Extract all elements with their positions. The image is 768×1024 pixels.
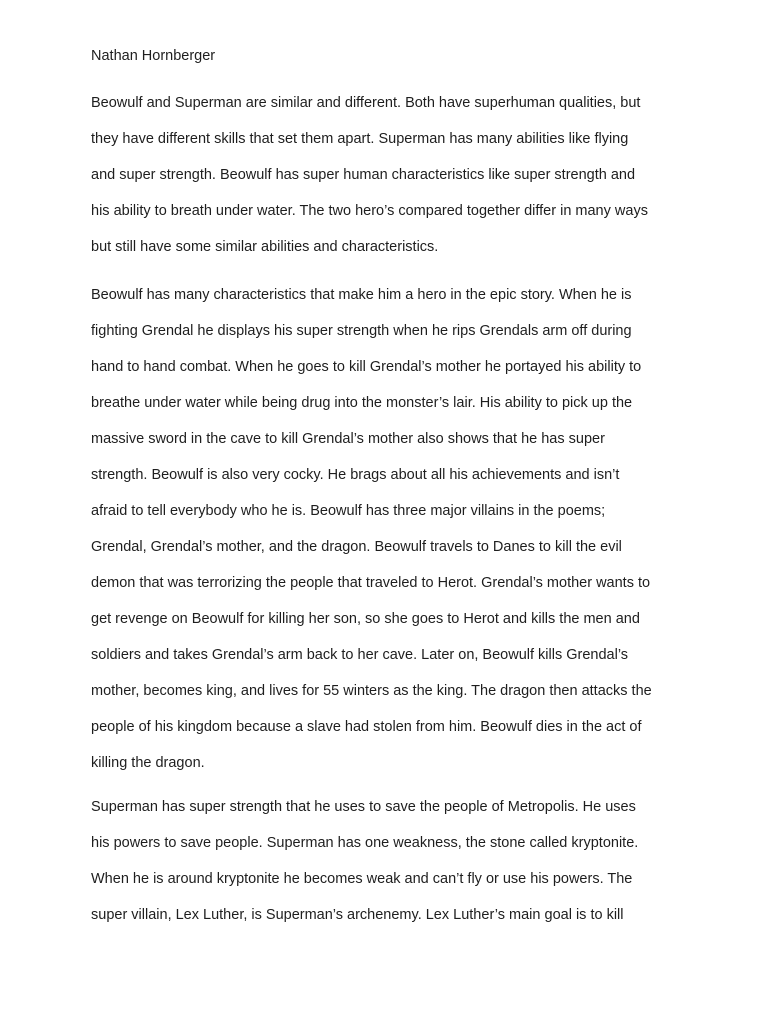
text-line: When he is around kryptonite he becomes weak and can’t fly or use his powers. The	[91, 871, 633, 887]
text-line: Superman has super strength that he uses to save the people of Metropolis. He uses	[91, 799, 636, 815]
text-line: fighting Grendal he displays his super strength when he rips Grendals arm off during	[91, 323, 632, 339]
text-line: massive sword in the cave to kill Grendal’s mother also shows that he has super	[91, 431, 605, 447]
text-line: breathe under water while being drug into the monster’s lair. His ability to pick up the	[91, 395, 633, 411]
text-line: and super strength. Beowulf has super human characteristics like super strength and	[91, 167, 636, 183]
author-name: Nathan Hornberger	[91, 48, 216, 64]
text-line: Beowulf and Superman are similar and different. Both have superhuman qualities, but	[91, 95, 641, 111]
text-line: mother, becomes king, and lives for 55 winters as the king. The dragon then attacks the	[91, 683, 652, 699]
text-line: afraid to tell everybody who he is. Beowulf has three major villains in the poems;	[91, 503, 606, 519]
text-line: Beowulf has many characteristics that make him a hero in the epic story. When he is	[91, 287, 632, 303]
text-line: they have different skills that set them apart. Superman has many abilities like flying	[91, 131, 629, 147]
text-line: hand to hand combat. When he goes to kill Grendal’s mother he portayed his ability to	[91, 359, 642, 375]
text-line: but still have some similar abilities and characteristics.	[91, 239, 439, 255]
text-line: killing the dragon.	[91, 755, 205, 771]
text-line: get revenge on Beowulf for killing her son, so she goes to Herot and kills the men and	[91, 611, 640, 627]
text-line: super villain, Lex Luther, is Superman’s archenemy. Lex Luther’s main goal is to kill	[91, 907, 624, 923]
text-line: Grendal, Grendal’s mother, and the dragon. Beowulf travels to Danes to kill the evil	[91, 539, 622, 555]
text-line: his ability to breath under water. The two hero’s compared together differ in many ways	[91, 203, 648, 219]
text-line: his powers to save people. Superman has one weakness, the stone called kryptonite.	[91, 835, 639, 851]
text-line: soldiers and takes Grendal’s arm back to her cave. Later on, Beowulf kills Grendal’s	[91, 647, 629, 663]
text-line: demon that was terrorizing the people that traveled to Herot. Grendal’s mother wants to	[91, 575, 651, 591]
text-line: people of his kingdom because a slave had stolen from him. Beowulf dies in the act of	[91, 719, 642, 735]
text-line: strength. Beowulf is also very cocky. He brags about all his achievements and isn’t	[91, 467, 620, 483]
